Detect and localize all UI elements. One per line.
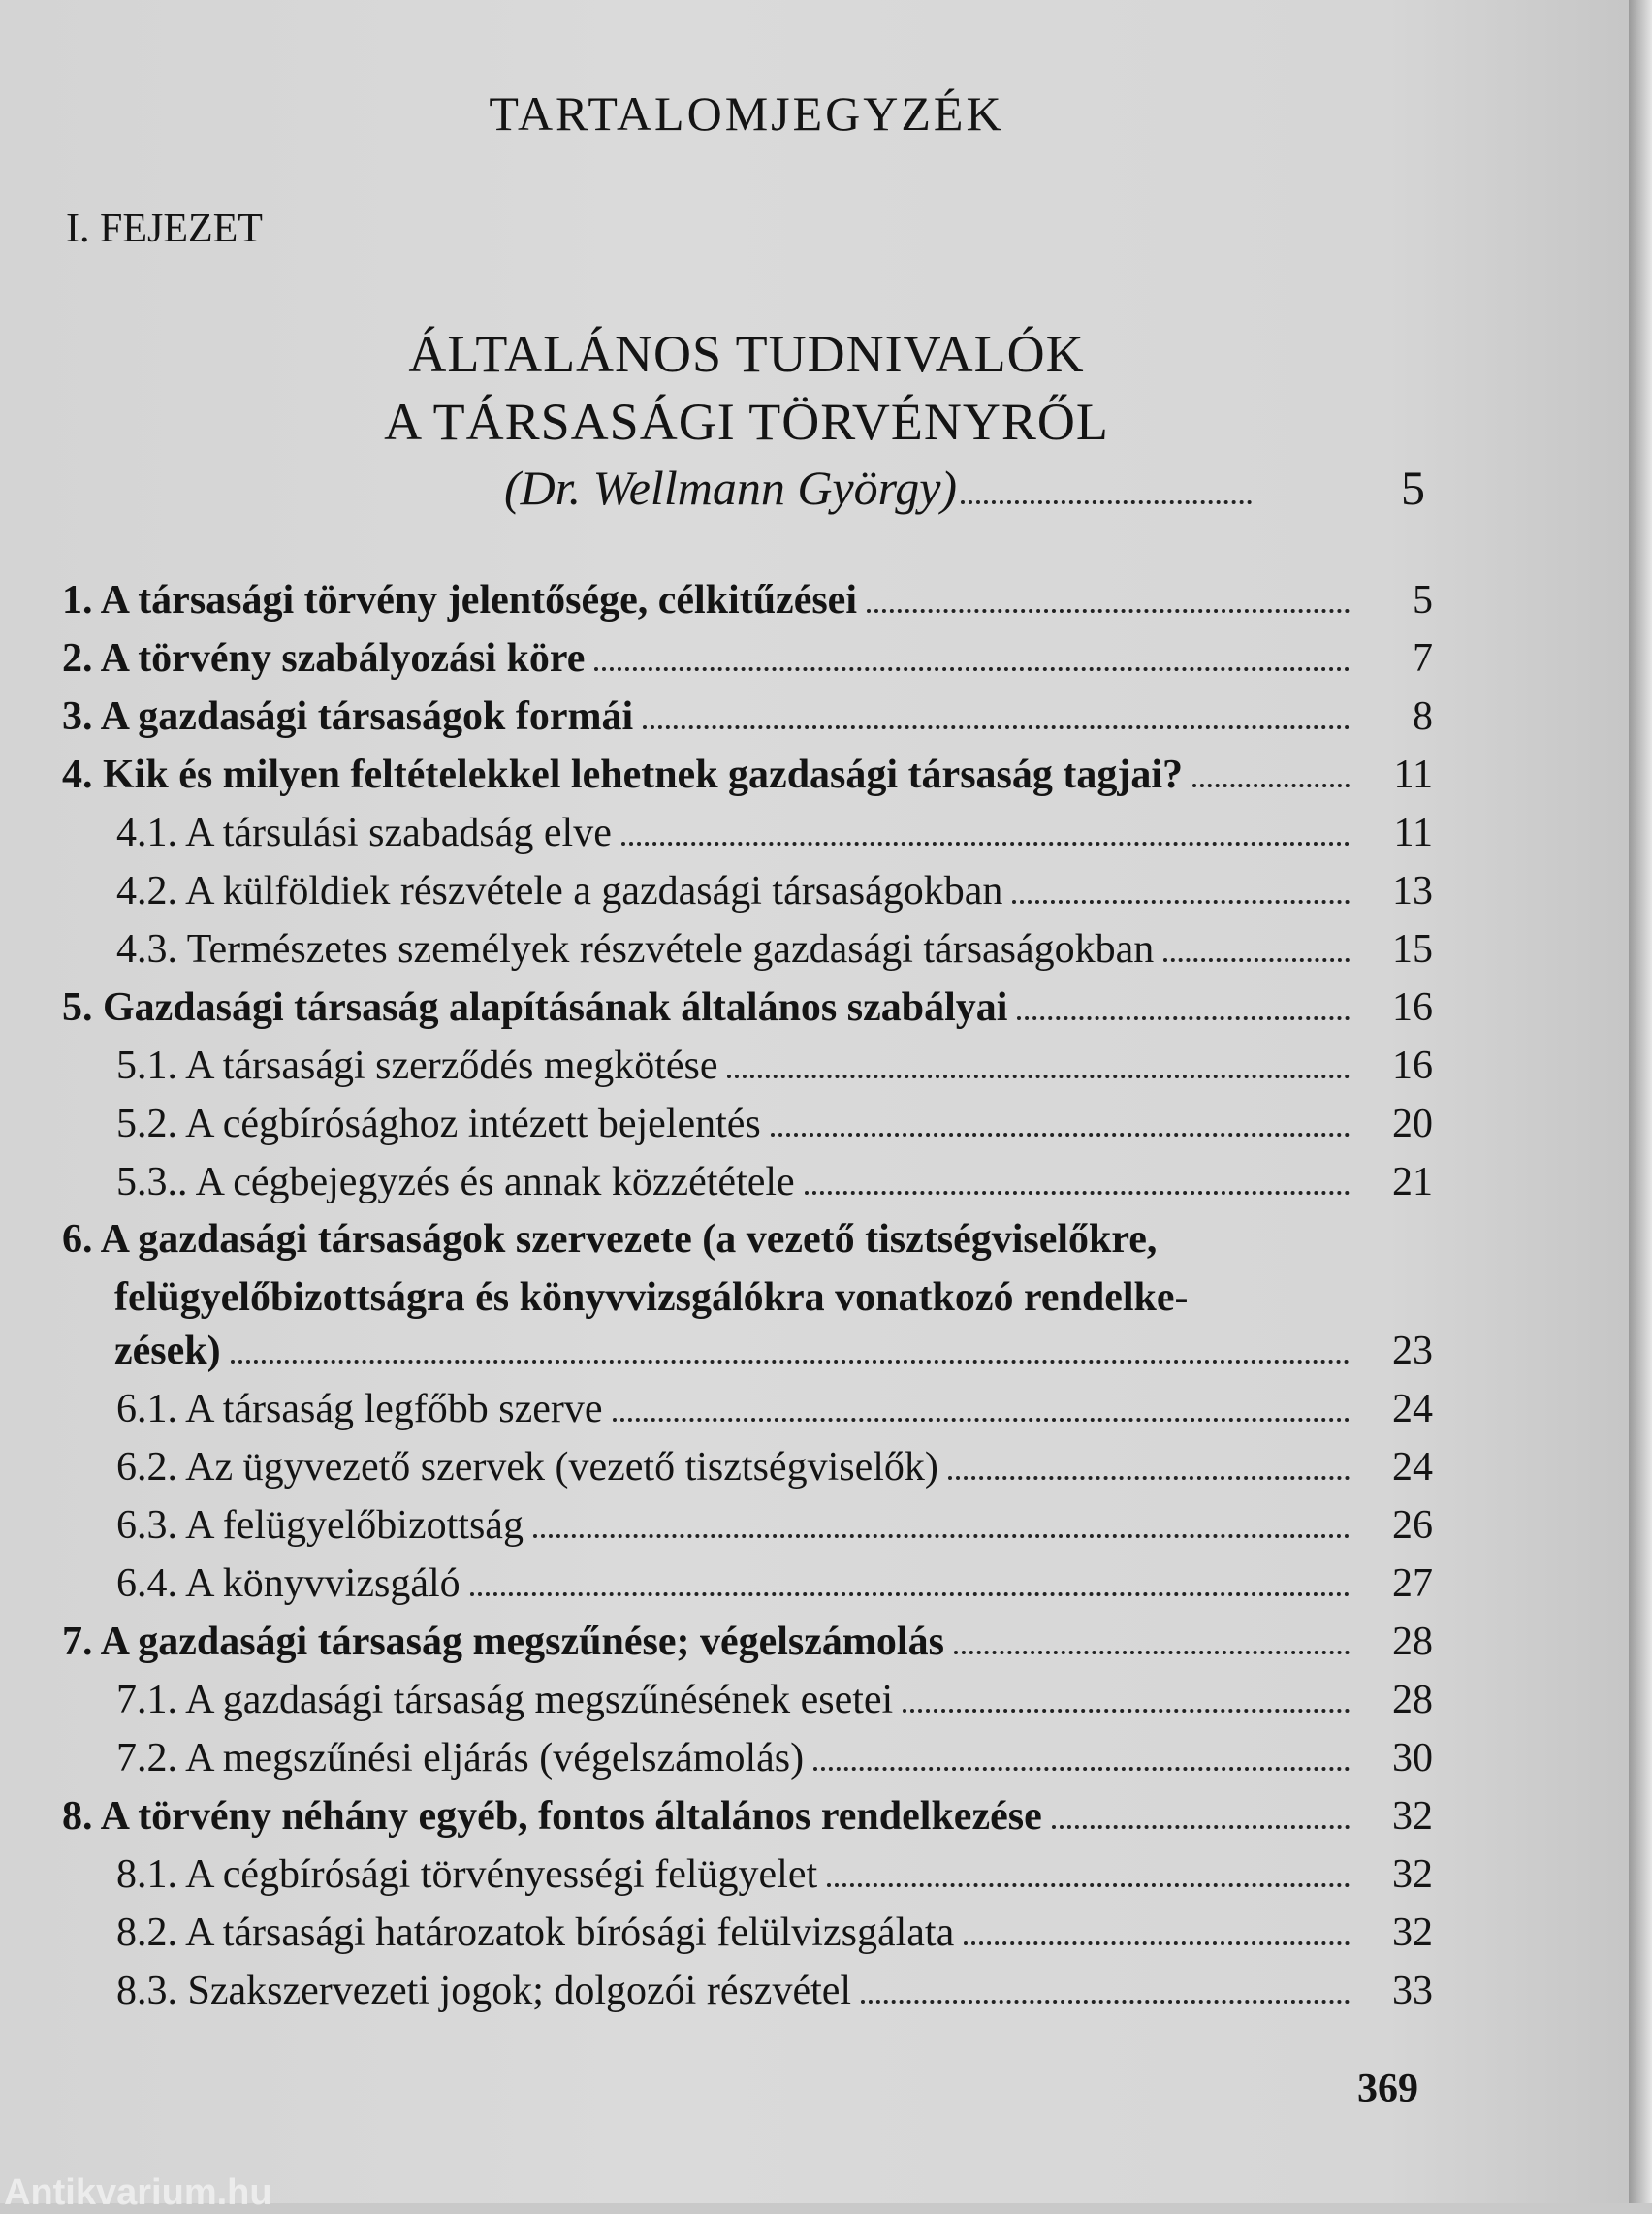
toc-entry: [62, 981, 1433, 1034]
leader-dots: [1163, 958, 1350, 962]
toc-entry: [62, 690, 1433, 743]
leader-dots: [964, 1941, 1350, 1945]
toc-entry-page: 24: [1392, 1387, 1433, 1431]
toc-entry-page: 24: [1392, 1445, 1433, 1490]
toc-entry: [62, 632, 1433, 685]
toc-entry-page: 32: [1392, 1910, 1433, 1955]
toc-entry-page: 26: [1392, 1503, 1433, 1548]
leader-dots: [613, 1418, 1350, 1422]
toc-entry-page: 15: [1392, 927, 1433, 972]
toc-entry-page: 11: [1393, 753, 1433, 797]
leader-dots: [948, 1476, 1350, 1480]
leader-dots: [727, 1075, 1350, 1078]
toc-entry-label: 5. Gazdasági társaság alapításának általános szabályai: [62, 985, 1008, 1030]
toc-entry-page: 21: [1392, 1160, 1433, 1204]
chapter-label: I. FEJEZET: [66, 207, 263, 251]
toc-subentry: [116, 1040, 1433, 1092]
leader-dots: [533, 1534, 1350, 1538]
toc-entry-label: 4.3. Természetes személyek részvétele gazdasági társaságokban: [116, 927, 1155, 972]
toc-entry-page: 27: [1392, 1561, 1433, 1606]
toc-entry-page: 11: [1393, 811, 1433, 855]
toc-entry-page: 5: [1413, 578, 1433, 623]
toc-subentry: [116, 865, 1433, 917]
toc-subentry: [116, 1557, 1433, 1610]
toc-subentry: [116, 1156, 1433, 1208]
toc-entry-label: 6.3. A felügyelőbizottság: [116, 1503, 524, 1548]
toc-heading: TARTALOMJEGYZÉK: [489, 86, 1004, 141]
toc-entry-label: 6.2. Az ügyvezető szervek (vezető tisztségviselők): [116, 1445, 938, 1490]
toc-entry-label: 8.3. Szakszervezeti jogok; dolgozói részvétel: [116, 1969, 852, 2013]
toc-entry-page: 8: [1413, 694, 1433, 739]
toc-entry-label: 4.1. A társulási szabadság elve: [116, 811, 612, 855]
toc-entry-page: 28: [1392, 1678, 1433, 1722]
toc-subentry: [116, 807, 1433, 859]
toc-entry-page: 7: [1413, 636, 1433, 681]
page-number: 369: [1357, 2067, 1418, 2111]
toc-entry-label: 4.2. A külföldiek részvétele a gazdasági társaságokban: [116, 869, 1003, 914]
chapter-title-line2: A TÁRSASÁGI TÖRVÉNYRŐL: [384, 393, 1109, 451]
watermark: Antikvarium.hu: [4, 2172, 272, 2213]
toc-entry-label: 8. A törvény néhány egyéb, fontos általános rendelkezése: [62, 1794, 1042, 1839]
chapter-title-line1: ÁLTALÁNOS TUDNIVALÓK: [408, 325, 1085, 383]
toc-subentry: [116, 1383, 1433, 1435]
toc-entry-page: 30: [1392, 1736, 1433, 1781]
toc-entry-label: 8.2. A társasági határozatok bírósági felülvizsgálata: [116, 1910, 955, 1955]
toc-entry: [62, 1616, 1433, 1668]
toc-entry: [114, 1325, 1433, 1377]
toc-entry-label: 8.1. A cégbírósági törvényességi felügyelet: [116, 1852, 818, 1897]
toc-entry: [62, 749, 1433, 801]
leader-dots: [621, 842, 1350, 846]
toc-entry-label: zések): [114, 1329, 221, 1373]
toc-subentry: [116, 1907, 1433, 1959]
leader-dots: [961, 500, 1252, 504]
toc-entry-page: 33: [1392, 1969, 1433, 2013]
toc-subentry: [116, 1098, 1433, 1150]
leader-dots: [954, 1651, 1350, 1654]
toc-entry-page: 23: [1392, 1329, 1433, 1373]
leader-dots: [1192, 784, 1350, 787]
page-edge: [1629, 0, 1652, 2203]
toc-entry-line1: 6. A gazdasági társaságok szervezete (a vezető tisztségviselőkre,: [62, 1217, 1158, 1262]
leader-dots: [867, 609, 1350, 613]
toc-subentry: [116, 1848, 1433, 1901]
leader-dots: [771, 1133, 1350, 1137]
toc-entry-label: 1. A társasági törvény jelentősége, célkitűzései: [62, 578, 857, 623]
toc-entry-page: 20: [1392, 1102, 1433, 1146]
toc-subentry: [116, 1441, 1433, 1493]
leader-dots: [594, 667, 1350, 671]
toc-entry-page: 32: [1392, 1852, 1433, 1897]
toc-entry: [62, 574, 1433, 626]
toc-entry-page: 13: [1392, 869, 1433, 914]
toc-entry-label: 6.4. A könyvvizsgáló: [116, 1561, 461, 1606]
author-name: (Dr. Wellmann György): [504, 461, 958, 515]
toc-entry-label: 4. Kik és milyen feltételekkel lehetnek gazdasági társaság tagjai?: [62, 753, 1184, 797]
toc-entry-page: 28: [1392, 1620, 1433, 1664]
leader-dots: [1012, 900, 1350, 904]
leader-dots: [1052, 1825, 1350, 1829]
toc-subentry: [116, 923, 1433, 976]
toc-entry-label: 2. A törvény szabályozási köre: [62, 636, 586, 681]
leader-dots: [643, 725, 1350, 729]
leader-dots: [827, 1883, 1350, 1887]
toc-subentry: [116, 1499, 1433, 1552]
toc-entry-label: 7. A gazdasági társaság megszűnése; végelszámolás: [62, 1620, 944, 1664]
leader-dots: [861, 2000, 1350, 2004]
toc-entry-label: 7.1. A gazdasági társaság megszűnésének esetei: [116, 1678, 894, 1722]
toc-entry-page: 16: [1392, 985, 1433, 1030]
toc-entry-label: 5.2. A cégbírósághoz intézett bejelentés: [116, 1102, 761, 1146]
author-page: 5: [1401, 461, 1425, 515]
toc-entry-label: 5.3.. A cégbejegyzés és annak közzététele: [116, 1160, 795, 1204]
toc-entry-page: 16: [1392, 1043, 1433, 1088]
toc-entry-label: 5.1. A társasági szerződés megkötése: [116, 1043, 718, 1088]
toc-subentry: [116, 1732, 1433, 1784]
toc-entry-page: 32: [1392, 1794, 1433, 1839]
toc-entry: [62, 1790, 1433, 1843]
leader-dots: [470, 1592, 1350, 1596]
toc-entry-line2: felügyelőbizottságra és könyvvizsgálókra vonatkozó rendelke-: [114, 1275, 1189, 1320]
leader-dots: [813, 1767, 1350, 1771]
leader-dots: [1017, 1016, 1350, 1020]
toc-entry-label: 6.1. A társaság legfőbb szerve: [116, 1387, 603, 1431]
toc-subentry: [116, 1674, 1433, 1726]
toc-entry-label: 7.2. A megszűnési eljárás (végelszámolás): [116, 1736, 805, 1781]
leader-dots: [805, 1191, 1350, 1195]
toc-entry-label: 3. A gazdasági társaságok formái: [62, 694, 634, 739]
toc-subentry: [116, 1965, 1433, 2017]
author-row: [504, 460, 1425, 516]
leader-dots: [903, 1709, 1350, 1713]
leader-dots: [231, 1360, 1350, 1364]
